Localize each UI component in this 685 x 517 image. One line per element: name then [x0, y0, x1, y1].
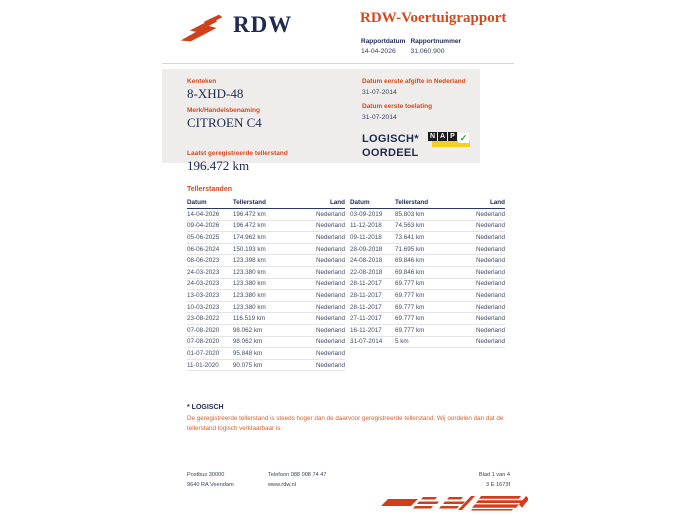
tellerstand-label: Laatst geregistreerde tellerstand [187, 150, 288, 157]
report-date-value: 14-04-2026 [361, 48, 396, 55]
report-date-label: Rapportdatum [361, 38, 406, 45]
table-cell: 09-11-2018 [350, 232, 395, 244]
table-row [187, 232, 345, 244]
table-cell: 123.380 km [233, 278, 306, 290]
column-header-datum: Datum [350, 198, 395, 209]
table-cell: 69.777 km [395, 313, 466, 325]
rdw-wordmark: RDW [233, 12, 293, 37]
table-cell: 28-09-2018 [350, 243, 395, 255]
table-cell: Nederland [305, 324, 345, 336]
table-cell: 123.380 km [233, 290, 306, 302]
nap-letter-n: N [429, 133, 436, 140]
table-row [350, 301, 505, 313]
report-date-block [361, 38, 405, 55]
footnote-title: * LOGISCH [187, 404, 224, 411]
table-cell: 01-07-2020 [187, 348, 233, 360]
table-cell: 123.398 km [233, 255, 306, 267]
table-cell: 06-06-2024 [187, 243, 233, 255]
report-number-label: Rapportnummer [410, 38, 462, 45]
footer-form-code: 3 E 1673f [486, 482, 510, 488]
table-cell: Nederland [305, 348, 345, 360]
table-cell: Nederland [305, 243, 345, 255]
odometer-table-right [350, 198, 505, 348]
merk-value: CITROEN C4 [187, 115, 262, 130]
column-header-land: Land [305, 198, 345, 209]
table-cell: Nederland [305, 336, 345, 348]
table-cell: 22-08-2018 [350, 266, 395, 278]
table-cell: Nederland [305, 278, 345, 290]
tellerstanden-section-title: Tellerstanden [187, 186, 232, 193]
table-row [187, 324, 345, 336]
verdict-line1: LOGISCH* [362, 133, 419, 145]
table-row [187, 220, 345, 232]
table-cell: 196.472 km [233, 220, 306, 232]
table-cell: 13-03-2023 [187, 290, 233, 302]
rdw-wing-logo-icon [178, 13, 230, 43]
column-header-datum: Datum [187, 198, 233, 209]
odometer-table-left [187, 198, 345, 371]
table-row [187, 313, 345, 325]
table-cell: 69.846 km [395, 266, 466, 278]
table-row [350, 290, 505, 302]
table-row [350, 232, 505, 244]
table-cell: Nederland [466, 278, 505, 290]
table-cell: Nederland [305, 209, 345, 221]
table-cell: Nederland [305, 359, 345, 371]
footer-address [187, 470, 234, 490]
verdict-line2: OORDEEL [362, 146, 419, 159]
table-cell: Nederland [305, 290, 345, 302]
table-cell: Nederland [305, 266, 345, 278]
table-cell: Nederland [466, 255, 505, 267]
table-cell: Nederland [305, 232, 345, 244]
table-cell: 98.062 km [233, 324, 306, 336]
table-row [187, 266, 345, 278]
table-row [350, 324, 505, 336]
footer-website[interactable]: www.rdw.nl [268, 482, 296, 488]
vehicle-summary-panel [162, 69, 480, 173]
table-cell: 74.563 km [395, 220, 466, 232]
table-cell: 69.777 km [395, 301, 466, 313]
table-cell: 11-01-2020 [187, 359, 233, 371]
table-cell: Nederland [466, 220, 505, 232]
nap-logo [428, 131, 470, 149]
table-row [187, 278, 345, 290]
footer-page-number: Blad 1 van 4 [478, 472, 510, 478]
toelating-value: 31-07-2014 [362, 114, 397, 121]
summary-right-column [362, 72, 480, 160]
table-cell: Nederland [466, 243, 505, 255]
tellerstand-value: 196.472 km [187, 158, 250, 173]
table-row [350, 266, 505, 278]
table-cell: 116.519 km [233, 313, 306, 325]
table-cell: Nederland [305, 255, 345, 267]
nap-checkmark-icon: ✓ [459, 133, 468, 143]
table-cell: 90.075 km [233, 359, 306, 371]
table-cell: 05-06-2025 [187, 232, 233, 244]
table-cell: Nederland [466, 324, 505, 336]
table-row [187, 348, 345, 360]
table-cell: Nederland [305, 220, 345, 232]
table-row [350, 255, 505, 267]
table-row [187, 336, 345, 348]
header-divider [162, 63, 514, 64]
table-row [187, 255, 345, 267]
table-cell: Nederland [466, 301, 505, 313]
nap-letter-p: P [448, 132, 457, 141]
merk-label: Merk/Handelsbenaming [187, 107, 260, 114]
nap-letter-a: A [439, 133, 446, 140]
footer-page-info [430, 470, 510, 490]
table-cell: 69.777 km [395, 324, 466, 336]
table-cell: 85.803 km [395, 209, 466, 221]
column-header-tellerstand: Tellerstand [233, 198, 306, 209]
table-cell: 28-11-2017 [350, 301, 395, 313]
report-number-value: 31.060.900 [410, 48, 445, 55]
column-header-tellerstand: Tellerstand [395, 198, 466, 209]
table-cell: 07-08-2020 [187, 336, 233, 348]
table-cell: Nederland [466, 290, 505, 302]
table-cell: Nederland [305, 301, 345, 313]
table-cell: 73.641 km [395, 232, 466, 244]
table-cell: Nederland [466, 232, 505, 244]
summary-left-column [187, 72, 352, 173]
table-cell: 16-11-2017 [350, 324, 395, 336]
table-row [187, 243, 345, 255]
table-cell: 95.848 km [233, 348, 306, 360]
table-cell: Nederland [466, 209, 505, 221]
footnote-text: De geregistreerde tellerstand is steeds hoger dan de daarvoor geregistreerde tellerstand. Wij oordelen dan dat de tellerstand logisch verklaarbaar is. [187, 415, 504, 432]
table-cell: Nederland [466, 336, 505, 348]
table-cell: Nederland [466, 266, 505, 278]
table-row [187, 301, 345, 313]
verdict-block [362, 133, 480, 160]
table-cell: 09-04-2026 [187, 220, 233, 232]
table-cell: 24-03-2023 [187, 266, 233, 278]
table-cell: 196.472 km [233, 209, 306, 221]
table-cell: 27-11-2017 [350, 313, 395, 325]
column-header-land: Land [466, 198, 505, 209]
table-cell: 11-12-2018 [350, 220, 395, 232]
table-cell: 31-07-2014 [350, 336, 395, 348]
table-cell: 71.695 km [395, 243, 466, 255]
kenteken-value: 8-XHD-48 [187, 86, 244, 101]
afgifte-value: 31-07-2014 [362, 89, 397, 96]
footer-phone: Telefoon 088 008 74 47 [268, 472, 327, 478]
table-cell: 28-11-2017 [350, 278, 395, 290]
table-cell: 08-06-2023 [187, 255, 233, 267]
table-cell: 69.777 km [395, 278, 466, 290]
table-cell: 5 km [395, 336, 466, 348]
page-title: RDW-Voertuigrapport [360, 10, 507, 26]
table-row [187, 359, 345, 371]
table-cell: 23-08-2022 [187, 313, 233, 325]
table-cell: 69.777 km [395, 290, 466, 302]
table-cell: 03-09-2019 [350, 209, 395, 221]
table-row [350, 243, 505, 255]
table-cell: 123.380 km [233, 301, 306, 313]
table-cell: Nederland [466, 313, 505, 325]
table-header-row [187, 198, 345, 209]
table-cell: 98.062 km [233, 336, 306, 348]
table-cell: 69.846 km [395, 255, 466, 267]
table-row [350, 336, 505, 348]
report-number-block [410, 38, 461, 55]
kenteken-label: Kenteken [187, 78, 217, 85]
table-cell: 14-04-2026 [187, 209, 233, 221]
table-row [350, 313, 505, 325]
table-cell: 174.962 km [233, 232, 306, 244]
table-cell: 150.193 km [233, 243, 306, 255]
table-row [350, 209, 505, 221]
table-cell: 24-08-2018 [350, 255, 395, 267]
logisch-footnote [187, 404, 509, 434]
table-cell: 07-08-2020 [187, 324, 233, 336]
table-cell: 123.380 km [233, 266, 306, 278]
table-cell: 28-11-2017 [350, 290, 395, 302]
toelating-label: Datum eerste toelating [362, 103, 433, 110]
afgifte-label: Datum eerste afgifte in Nederland [362, 78, 466, 85]
table-row [350, 278, 505, 290]
footer-address-line1: Postbus 30000 [187, 472, 225, 478]
table-row [187, 209, 345, 221]
footer-contact [268, 470, 326, 490]
table-header-row [350, 198, 505, 209]
table-cell: 10-03-2023 [187, 301, 233, 313]
footer-address-line2: 9640 RA Veendam [187, 482, 234, 488]
table-row [187, 290, 345, 302]
table-cell: 24-03-2023 [187, 278, 233, 290]
table-row [350, 220, 505, 232]
rdw-stripes-graphic-icon [373, 493, 528, 512]
table-cell: Nederland [305, 313, 345, 325]
report-meta [361, 38, 461, 56]
